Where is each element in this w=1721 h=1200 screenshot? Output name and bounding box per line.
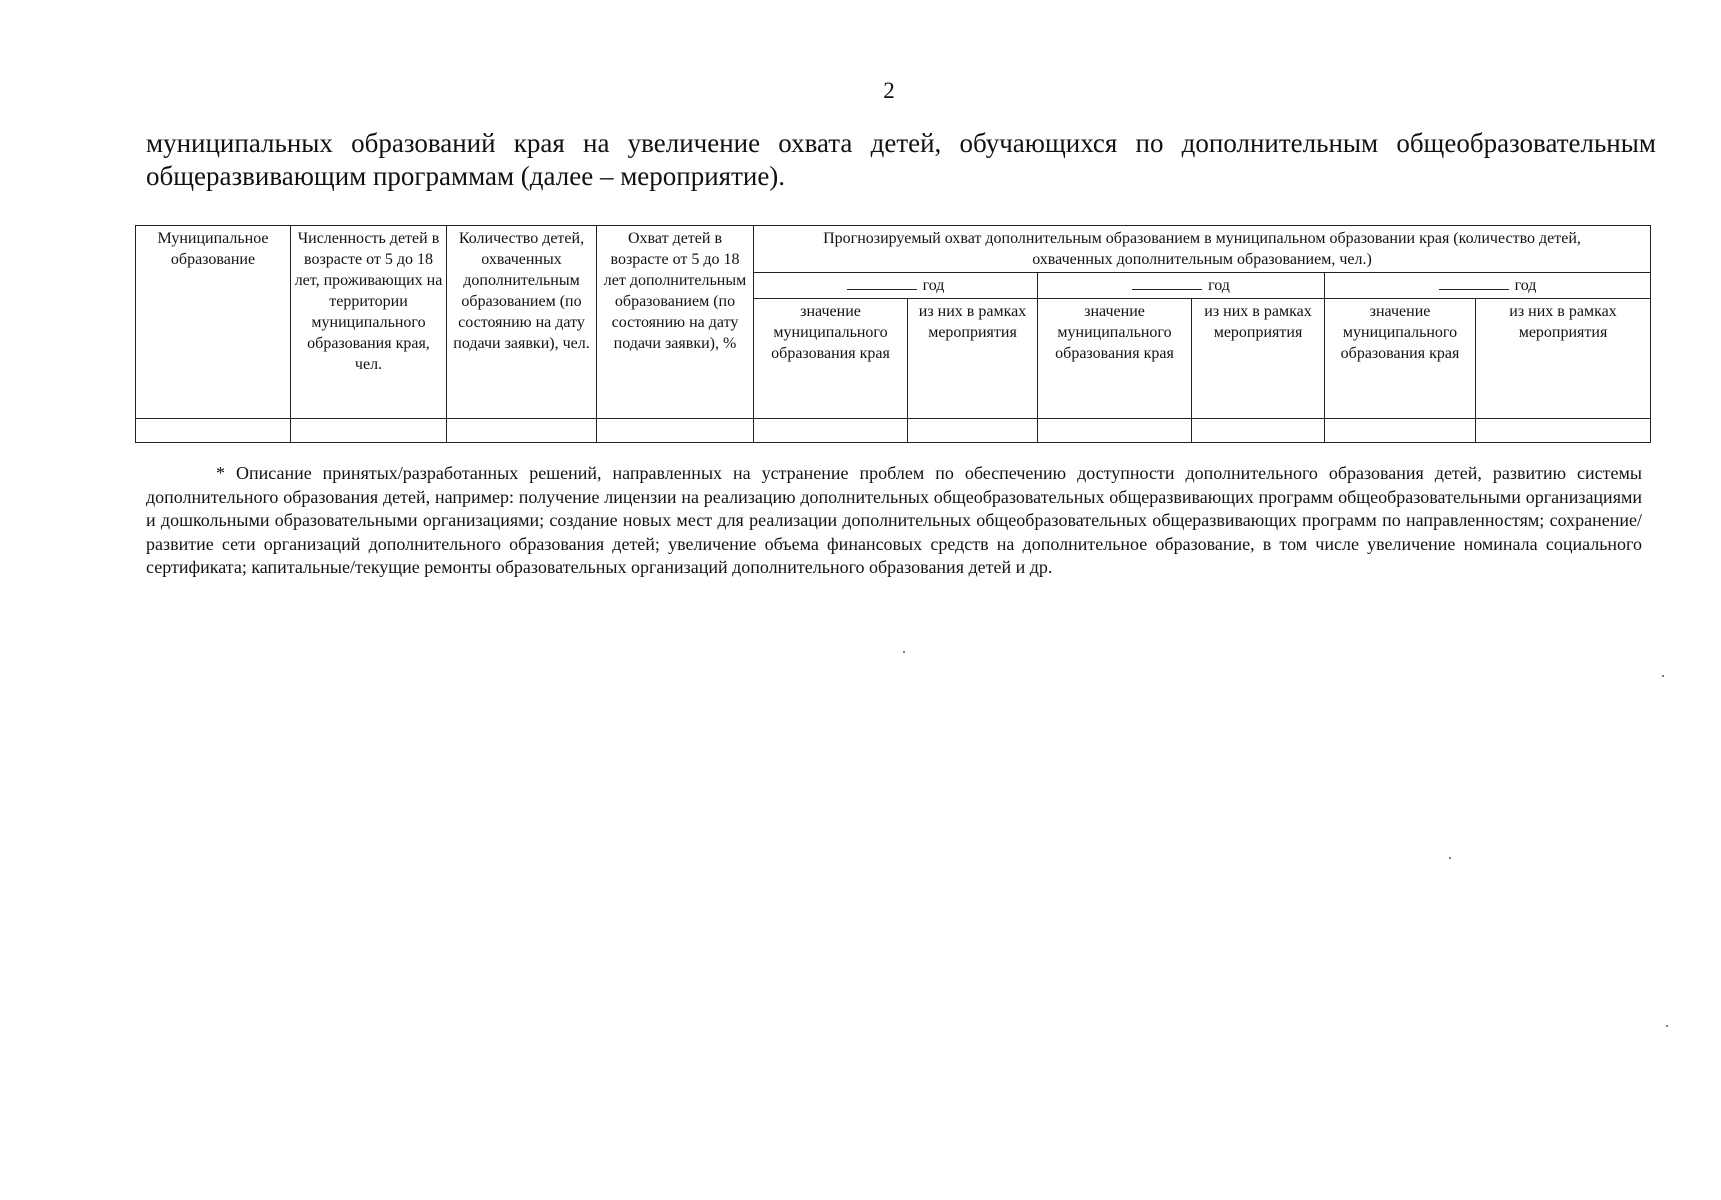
scan-speck bbox=[1662, 675, 1664, 677]
subheader-value-1: значение муниципального образования края bbox=[754, 299, 908, 419]
scan-speck bbox=[903, 651, 905, 653]
subheader-value-3: значение муниципального образования края bbox=[1325, 299, 1476, 419]
year-label-2: год bbox=[1208, 277, 1230, 294]
header-coverage-percent: Охват детей в возрасте от 5 до 18 лет дополнительным образованием (по состоянию на дату подачи заявки), % bbox=[597, 226, 754, 419]
subheader-within-3: из них в рамках мероприятия bbox=[1476, 299, 1651, 419]
intro-paragraph: муниципальных образований края на увеличение охвата детей, обучающихся по дополнительным общеобразовательным общеразвивающим программам (далее – мероприятие). bbox=[146, 128, 1656, 191]
year-blank-3 bbox=[1439, 275, 1509, 290]
coverage-table bbox=[135, 225, 1651, 443]
table-cell bbox=[1192, 419, 1325, 443]
year-header-3 bbox=[1325, 273, 1651, 299]
year-blank-1 bbox=[847, 275, 917, 290]
table-cell bbox=[597, 419, 754, 443]
year-blank-2 bbox=[1132, 275, 1202, 290]
subheader-value-2: значение муниципального образования края bbox=[1038, 299, 1192, 419]
table-cell bbox=[908, 419, 1038, 443]
subheader-within-2: из них в рамках мероприятия bbox=[1192, 299, 1325, 419]
footnote: * Описание принятых/разработанных решений, направленных на устранение проблем по обеспечению доступности дополнительного образования детей, развитию системы дополнительного образования детей, например: получение лицензии на реализацию дополнительных общеобразовательных общеразвивающих программ общеобразовательными организациями и дошкольными образовательными организациями; создание новых мест для реализации дополнительных общеобразовательных общеразвивающих программ по направленностям; сохранение/развитие сети организаций дополнительного образования детей; увеличение объема финансовых средств на дополнительное образование, в том числе увеличение номинала социального сертификата; капитальные/текущие ремонты образовательных организаций дополнительного образования детей и др. bbox=[146, 463, 1642, 577]
table-cell bbox=[136, 419, 291, 443]
year-header-2 bbox=[1038, 273, 1325, 299]
header-covered-count: Количество детей, охваченных дополнительным образованием (по состоянию на дату подачи заявки), чел. bbox=[447, 226, 597, 419]
table-cell bbox=[1476, 419, 1651, 443]
scan-speck bbox=[1666, 1025, 1668, 1027]
table-cell bbox=[754, 419, 908, 443]
scan-speck bbox=[1449, 857, 1451, 859]
table-cell bbox=[1038, 419, 1192, 443]
year-label-1: год bbox=[922, 277, 945, 294]
year-header-1 bbox=[754, 273, 1038, 299]
header-municipality: Муниципальное образование bbox=[136, 226, 291, 419]
subheader-within-1: из них в рамках мероприятия bbox=[908, 299, 1038, 419]
table-cell bbox=[447, 419, 597, 443]
table-row bbox=[136, 419, 1651, 443]
page-number: 2 bbox=[883, 78, 895, 103]
header-children-count: Численность детей в возрасте от 5 до 18 лет, проживающих на территории муниципального образования края, чел. bbox=[291, 226, 447, 419]
year-label-3: год bbox=[1514, 277, 1537, 294]
table-cell bbox=[1325, 419, 1476, 443]
table-cell bbox=[291, 419, 447, 443]
header-forecast: Прогнозируемый охват дополнительным образованием в муниципальном образовании края (количество детей, охваченных дополнительным образованием, чел.) bbox=[754, 226, 1651, 273]
